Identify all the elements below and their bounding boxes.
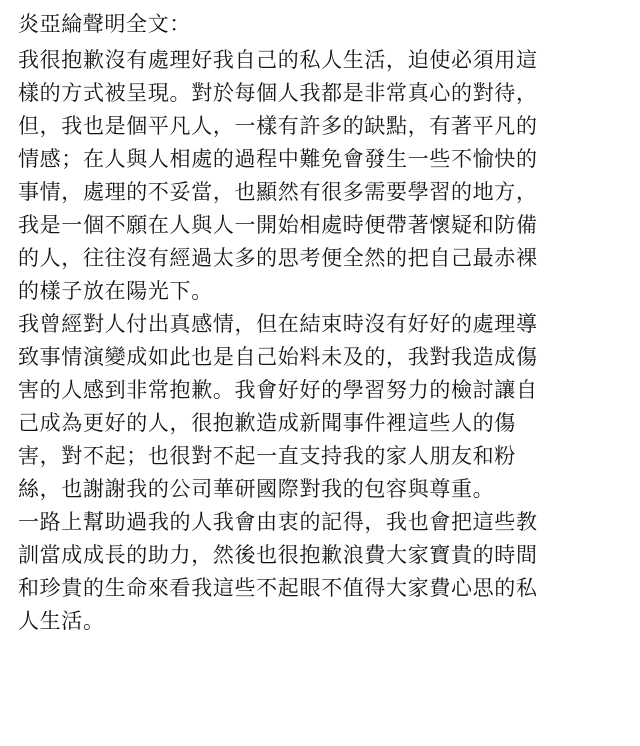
paragraph-2	[18, 308, 628, 506]
text-line: 我很抱歉沒有處理好我自己的私人生活，迫使必須用這	[18, 48, 538, 72]
text-line: 情感；在人與人相處的過程中難免會發生一些不愉快的	[18, 147, 538, 171]
paragraph-1	[18, 44, 628, 308]
text-line: 人生活。	[18, 609, 105, 633]
text-line: 事情，處理的不妥當，也顯然有很多需要學習的地方，	[18, 180, 538, 204]
text-line: 的樣子放在陽光下。	[18, 279, 213, 303]
text-line: 我曾經對人付出真感情，但在結束時沒有好好的處理導	[18, 312, 538, 336]
text-line: 的人，往往沒有經過太多的思考便全然的把自己最赤裸	[18, 246, 538, 270]
text-line: 我是一個不願在人與人一開始相處時便帶著懷疑和防備	[18, 213, 538, 237]
text-line: 訓當成成長的助力，然後也很抱歉浪費大家寶貴的時間	[18, 543, 538, 567]
paragraph-3	[18, 506, 628, 638]
text-line: 己成為更好的人，很抱歉造成新聞事件裡這些人的傷	[18, 411, 516, 435]
text-line: 害的人感到非常抱歉。我會好好的學習努力的檢討讓自	[18, 378, 538, 402]
text-line: 樣的方式被呈現。對於每個人我都是非常真心的對待，	[18, 81, 538, 105]
text-line: 致事情演變成如此也是自己始料未及的，我對我造成傷	[18, 345, 538, 369]
text-line: 害，對不起；也很對不起一直支持我的家人朋友和粉	[18, 444, 516, 468]
text-line: 但，我也是個平凡人，一樣有許多的缺點，有著平凡的	[18, 114, 538, 138]
text-line: 和珍貴的生命來看我這些不起眼不值得大家費心思的私	[18, 576, 538, 600]
document-title: 炎亞綸聲明全文：	[18, 12, 191, 36]
text-line: 絲，也謝謝我的公司華研國際對我的包容與尊重。	[18, 477, 495, 501]
text-line: 一路上幫助過我的人我會由衷的記得，我也會把這些教	[18, 510, 538, 534]
